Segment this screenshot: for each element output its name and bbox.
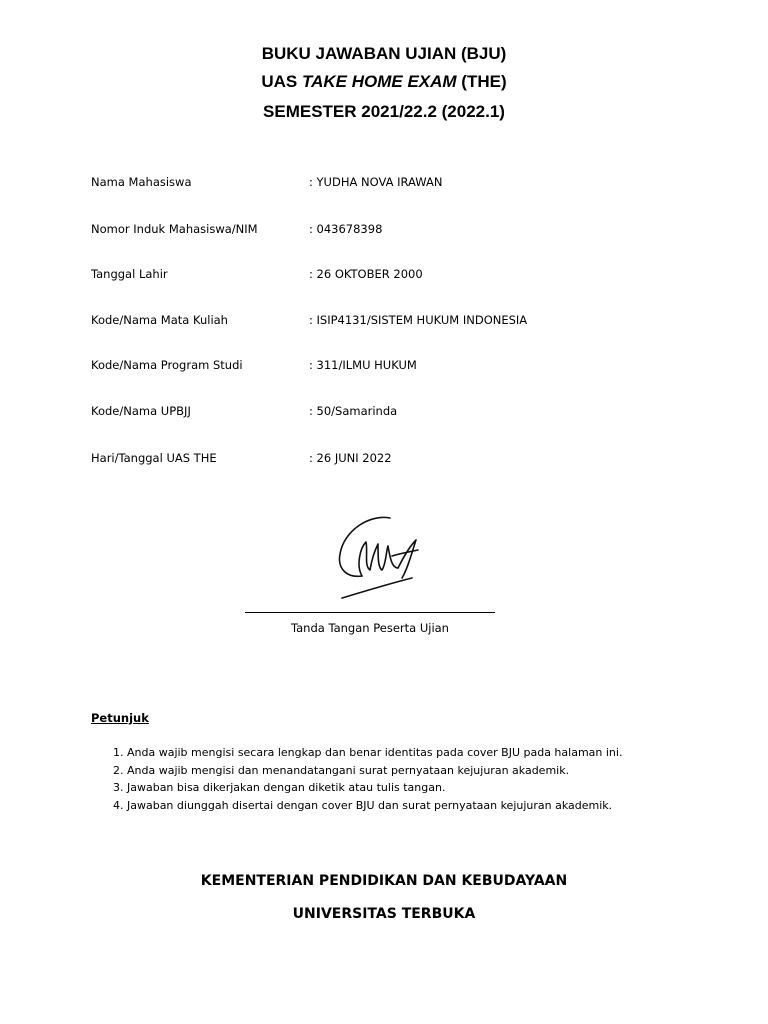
identity-label-name: Nama Mahasiswa <box>91 175 192 189</box>
identity-value-upbjj: : 50/Samarinda <box>309 404 398 418</box>
signature-line <box>245 612 495 613</box>
footer-ministry: KEMENTERIAN PENDIDIKAN DAN KEBUDAYAAN <box>200 873 568 889</box>
identity-value-program: : 311/ILMU HUKUM <box>309 358 417 372</box>
identity-value-birthdate: : 26 OKTOBER 2000 <box>309 267 423 281</box>
instruction-item: 4. Jawaban diunggah disertai dengan cover BJU dan surat pernyataan kejujuran akademik. <box>113 798 613 812</box>
signature-caption: Tanda Tangan Peserta Ujian <box>291 621 449 635</box>
instructions-heading: Petunjuk <box>91 711 149 725</box>
header-semester: SEMESTER 2021/22.2 (2022.1) <box>263 102 505 121</box>
identity-value-exam-date: : 26 JUNI 2022 <box>309 451 392 465</box>
identity-value-course: : ISIP4131/SISTEM HUKUM INDONESIA <box>309 313 528 327</box>
identity-value-name: : YUDHA NOVA IRAWAN <box>309 175 443 189</box>
header-subtitle-suffix: (THE) <box>456 72 507 91</box>
signature-image <box>332 512 422 608</box>
identity-label-exam-date: Hari/Tanggal UAS THE <box>91 451 217 465</box>
identity-label-program: Kode/Nama Program Studi <box>91 358 243 372</box>
header-subtitle-italic: TAKE HOME EXAM <box>302 72 457 91</box>
instruction-item: 1. Anda wajib mengisi secara lengkap dan benar identitas pada cover BJU pada halaman ini. <box>113 746 623 759</box>
identity-value-nim: : 043678398 <box>309 222 383 236</box>
instruction-item: 3. Jawaban bisa dikerjakan dengan diketik atau tulis tangan. <box>113 781 446 794</box>
instruction-item: 2. Anda wajib mengisi dan menandatangani surat pernyataan kejujuran akademik. <box>113 763 570 777</box>
instructions-list <box>113 744 622 814</box>
header-title: BUKU JAWABAN UJIAN (BJU) <box>261 44 507 63</box>
header-subtitle <box>0 72 768 92</box>
identity-label-birthdate: Tanggal Lahir <box>91 267 168 281</box>
identity-label-course: Kode/Nama Mata Kuliah <box>91 313 228 327</box>
identity-label-nim: Nomor Induk Mahasiswa/NIM <box>91 222 258 236</box>
identity-label-upbjj: Kode/Nama UPBJJ <box>91 404 191 418</box>
footer-university: UNIVERSITAS TERBUKA <box>292 906 476 922</box>
header-subtitle-prefix: UAS <box>261 72 302 91</box>
